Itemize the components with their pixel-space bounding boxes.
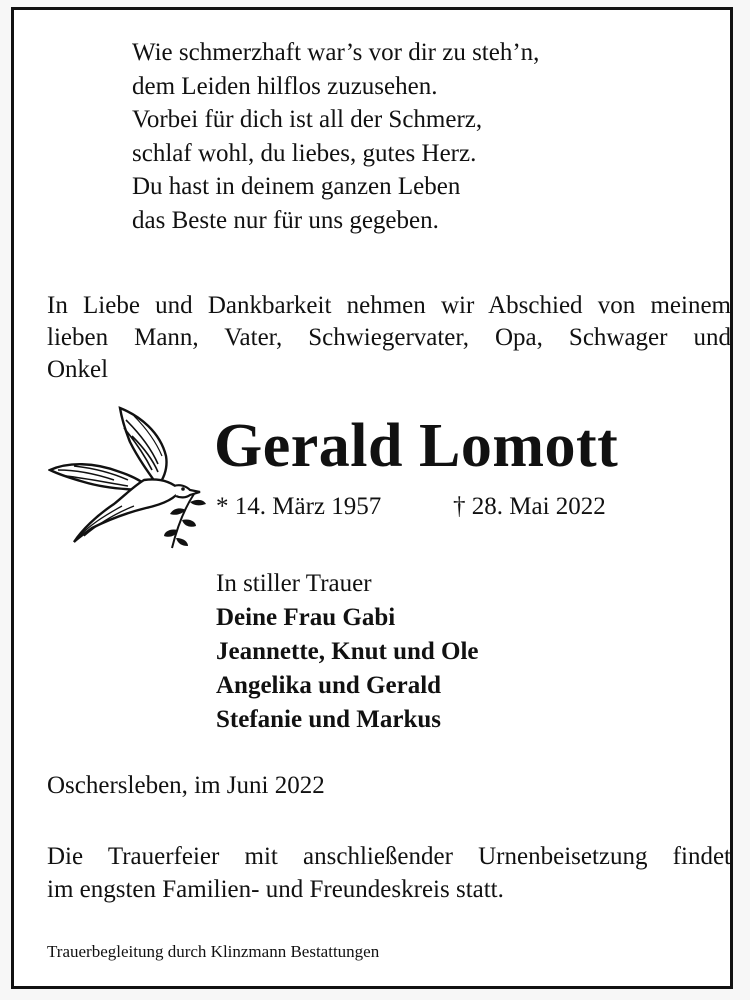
poem-line: Du hast in deinem ganzen Leben <box>132 173 461 200</box>
dove-with-olive-branch-icon <box>48 406 210 554</box>
deceased-name: Gerald Lomott <box>214 412 619 480</box>
funeral-home-credit: Trauerbegleitung durch Klinzmann Bestattungen <box>47 942 380 961</box>
poem-line: dem Leiden hilflos zuzusehen. <box>132 72 438 100</box>
ceremony-line: im engsten Familien- und Freundeskreis statt. <box>47 876 504 903</box>
intro-line: Onkel <box>47 356 109 383</box>
ceremony-notice <box>47 840 731 906</box>
poem-line: das Beste nur für uns gegeben. <box>132 206 439 234</box>
mourners-block <box>216 567 479 737</box>
poem-line: Wie schmerzhaft war’s vor dir zu steh’n, <box>132 39 540 66</box>
farewell-intro <box>47 290 731 386</box>
mourner-name: Stefanie und Markus <box>216 706 442 733</box>
intro-line: In Liebe und Dankbarkeit nehmen wir Abschied von meinem <box>47 292 731 319</box>
ceremony-line: Die Trauerfeier mit anschließender Urnenbeisetzung findet <box>47 843 731 870</box>
birth-date: * 14. März 1957 <box>216 493 382 520</box>
mourner-name: Jeannette, Knut und Ole <box>216 638 479 665</box>
mourner-name: Deine Frau Gabi <box>216 604 396 631</box>
poem-line: Vorbei für dich ist all der Schmerz, <box>132 106 483 133</box>
death-date: † 28. Mai 2022 <box>453 493 606 520</box>
mourners-heading: In stiller Trauer <box>216 570 372 597</box>
life-dates <box>216 492 606 522</box>
mourner-name: Angelika und Gerald <box>216 672 442 699</box>
intro-line: lieben Mann, Vater, Schwiegervater, Opa, Schwager und <box>47 324 731 351</box>
memorial-poem <box>132 36 539 237</box>
obituary-notice <box>11 7 733 989</box>
place-and-date: Oschersleben, im Juni 2022 <box>47 772 325 799</box>
poem-line: schlaf wohl, du liebes, gutes Herz. <box>132 139 477 167</box>
